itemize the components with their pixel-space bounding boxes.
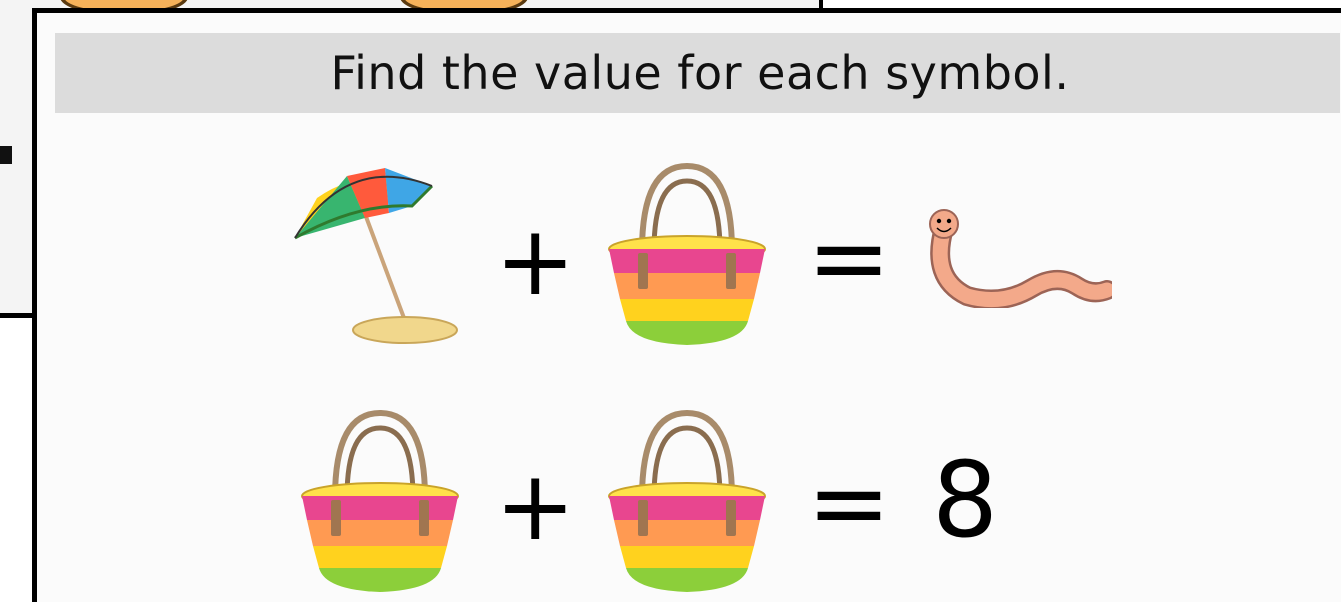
basket-icon (295, 408, 465, 598)
umbrella-icon (287, 158, 467, 348)
result-number: 8 (932, 439, 999, 561)
worm-icon (922, 208, 1112, 308)
plus-operator: + (495, 450, 576, 562)
title-bar (55, 33, 1340, 113)
basket-icon (602, 408, 772, 598)
page-title: Find the value for each symbol. (330, 46, 1070, 100)
main-slide (32, 8, 1341, 602)
equals-operator: = (807, 199, 891, 316)
basket-icon (602, 161, 772, 351)
partial-mark (0, 146, 12, 164)
plus-operator: + (495, 205, 576, 317)
equals-operator: = (807, 444, 891, 561)
